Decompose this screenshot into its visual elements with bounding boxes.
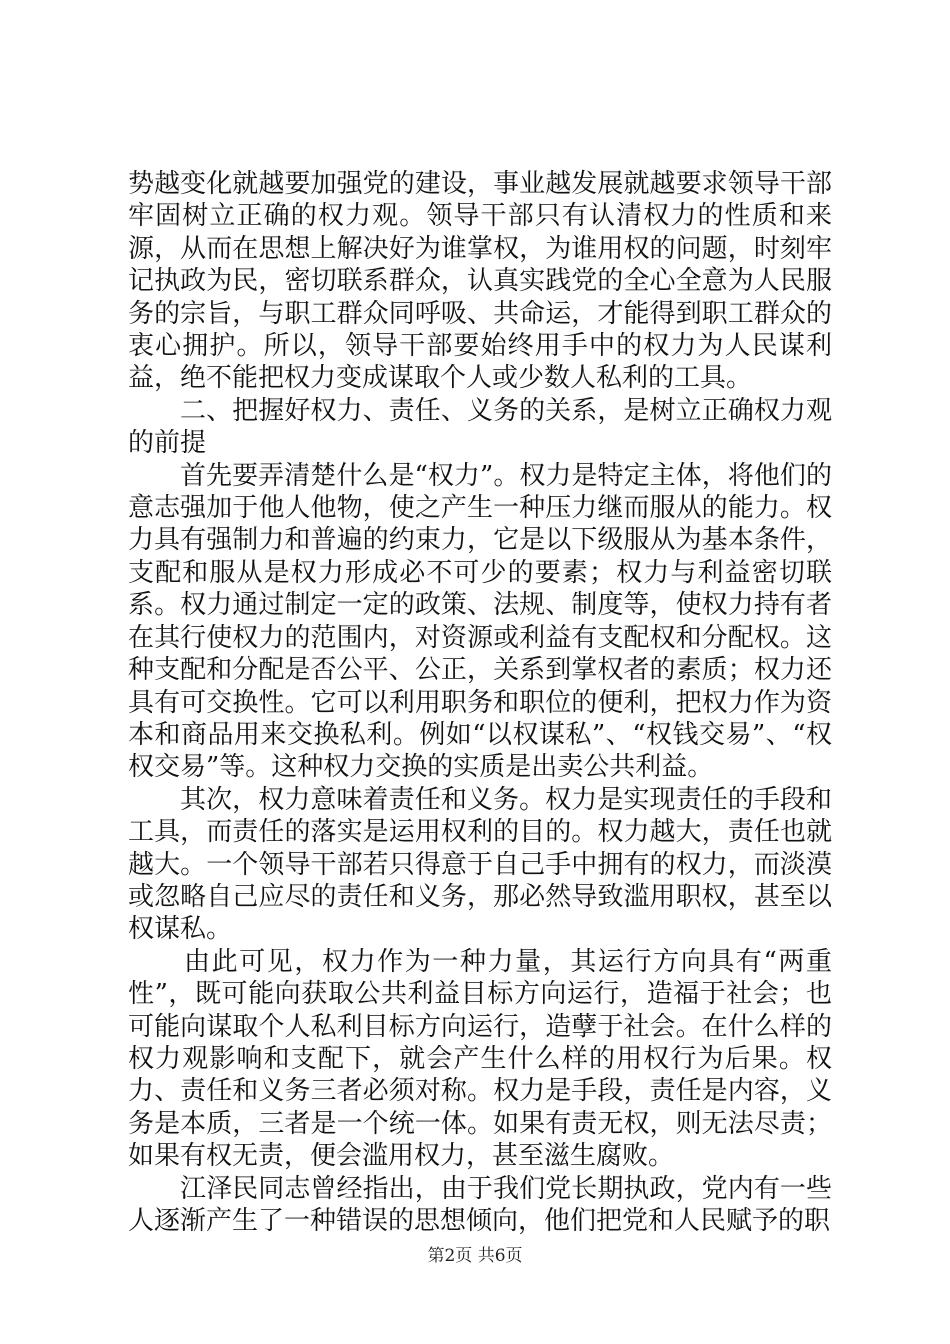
paragraph-duality: 由此可见，权力作为一种力量，其运行方向具有“两重性”，既可能向获取公共利益目标方向运行，造福于社会；也可能向谋取个人私利目标方向运行，造孽于社会。在什么样的权力观影响和支配下，就会产生什么样的用权行为后果。权力、责任和义务三者必须对称。权力是手段，责任是内容，义务是本质，三者是一个统一体。如果有责无权，则无法尽责；如果有权无责，便会滥用权力，甚至滋生腐败。 [128,946,832,1172]
paragraph-definition: 首先要弄清楚什么是“权力”。权力是特定主体，将他们的意志强加于他人他物，使之产生一种压力继而服从的能力。权力具有强制力和普遍的约束力，它是以下级服从为基本条件，支配和服从是权力形成必不可少的要素；权力与利益密切联系。权力通过制定一定的政策、法规、制度等，使权力持有者在其行使权力的范围内，对资源或利益有支配权和分配权。这种支配和分配是否公平、公正，关系到掌权者的素质；权力还具有可交换性。它可以利用职务和职位的便利，把权力作为资本和商品用来交换私利。例如“以权谋私”、“权钱交易”、“权权交易”等。这种权力交换的实质是出卖公共利益。 [128,460,832,783]
document-body [128,168,832,1237]
paragraph-continuation: 势越变化就越要加强党的建设，事业越发展就越要求领导干部牢固树立正确的权力观。领导干部只有认清权力的性质和来源，从而在思想上解决好为谁掌权，为谁用权的问题，时刻牢记执政为民，密切联系群众，认真实践党的全心全意为人民服务的宗旨，与职工群众同呼吸、共命运，才能得到职工群众的衷心拥护。所以，领导干部要始终用手中的权力为人民谋利益，绝不能把权力变成谋取个人或少数人私利的工具。 [128,169,832,394]
paragraph-quote: 江泽民同志曾经指出，由于我们党长期执政，党内有一些人逐渐产生了一种错误的思想倾向，他们把党和人民赋予的职 [128,1173,832,1236]
page-number-footer: 第2页 共6页 [427,1246,523,1266]
section-heading: 二、把握好权力、责任、义务的关系，是树立正确权力观的前提 [128,395,832,459]
paragraph-responsibility: 其次，权力意味着责任和义务。权力是实现责任的手段和工具，而责任的落实是运用权利的目的。权力越大，责任也就越大。一个领导干部若只得意于自己手中拥有的权力，而淡漠或忽略自己应尽的责任和义务，那必然导致滥用职权，甚至以权谋私。 [128,784,832,945]
